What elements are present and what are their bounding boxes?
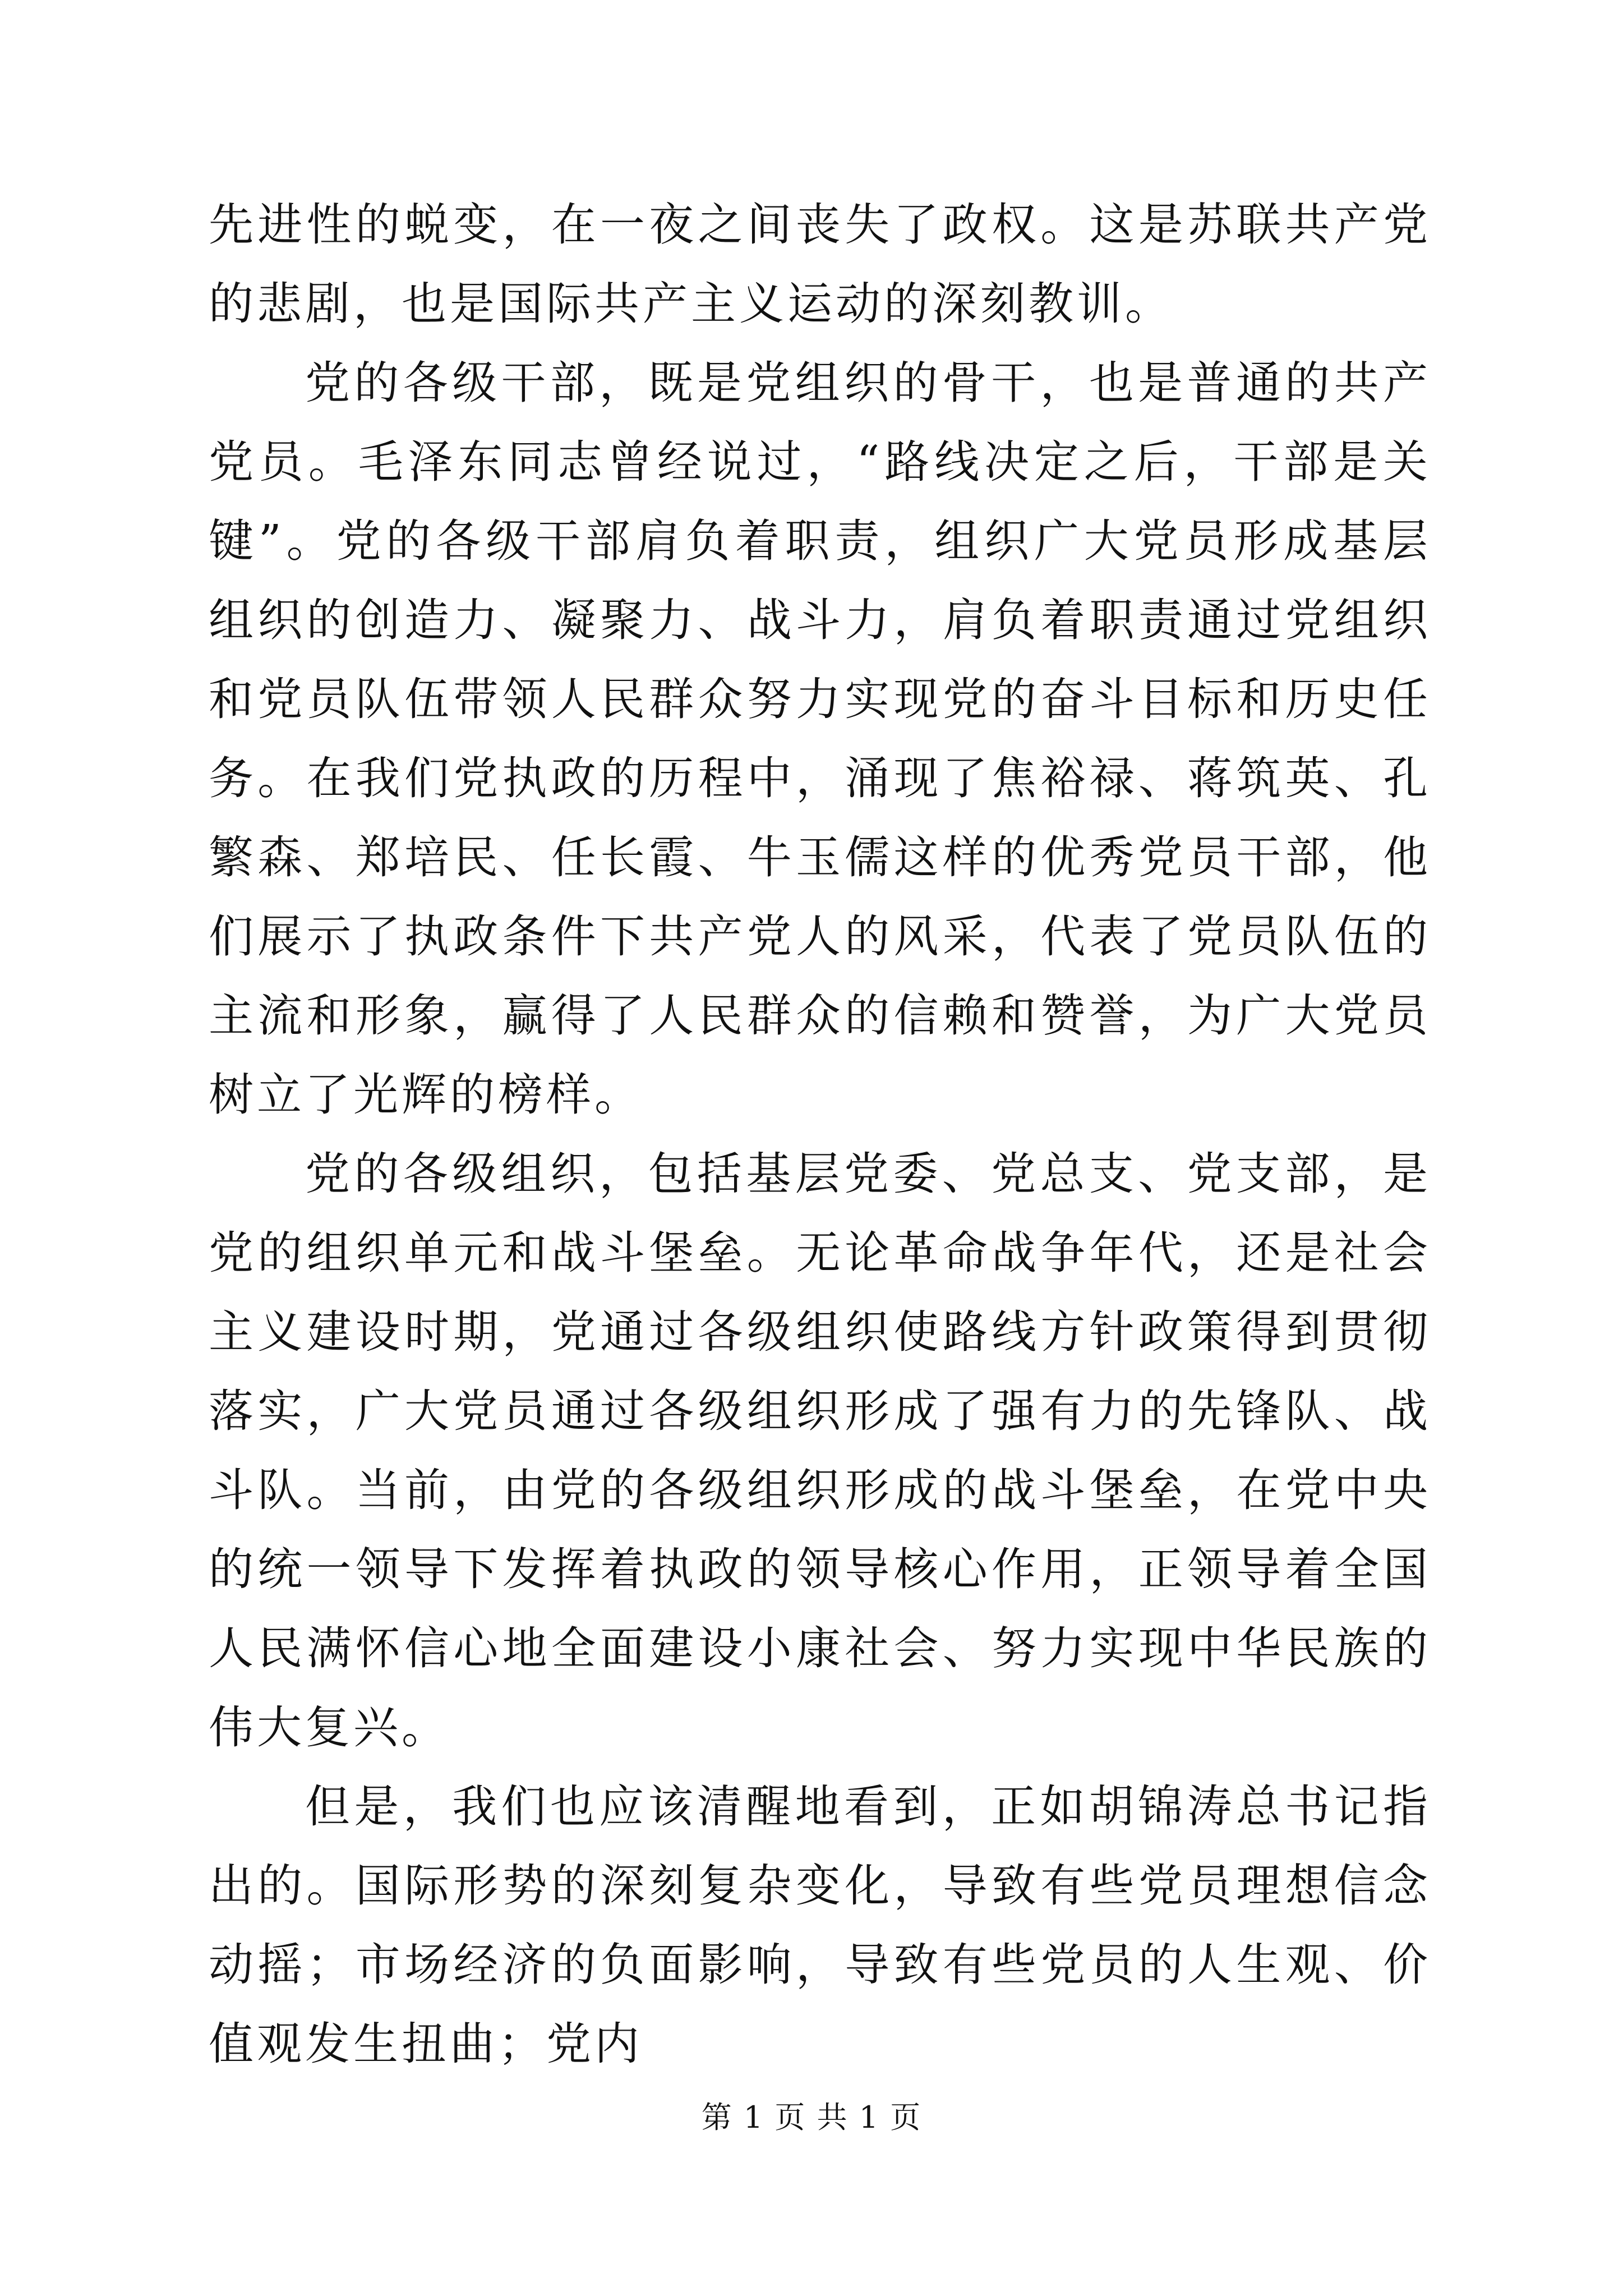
paragraph-2: 党的各级干部，既是党组织的骨干，也是普通的共产党员。毛泽东同志曾经说过，“路线决定之后，干部是关键”。党的各级干部肩负着职责，组织广大党员形成基层组织的创造力、凝聚力、战斗力，肩负着职责通过党组织和党员队伍带领人民群众努力实现党的奋斗目标和历史任务。在我们党执政的历程中，涌现了焦裕禄、蒋筑英、孔繁森、郑培民、任长霞、牛玉儒这样的优秀党员干部，他们展示了执政条件下共产党人的风采，代表了党员队伍的主流和形象，赢得了人民群众的信赖和赞誉，为广大党员树立了光辉的榜样。 [209,357,1431,1121]
document-body [209,185,1431,2083]
paragraph-3: 党的各级组织，包括基层党委、党总支、党支部，是党的组织单元和战斗堡垒。无论革命战争年代，还是社会主义建设时期，党通过各级组织使路线方针政策得到贯彻落实，广大党员通过各级组织形成了强有力的先锋队、战斗队。当前，由党的各级组织形成的战斗堡垒，在党中央的统一领导下发挥着执政的领导核心作用，正领导着全国人民满怀信心地全面建设小康社会、努力实现中华民族的伟大复兴。 [209,1148,1431,1754]
paragraph-4: 但是，我们也应该清醒地看到，正如胡锦涛总书记指出的。国际形势的深刻复杂变化，导致有些党员理想信念动摇；市场经济的负面影响，导致有些党员的人生观、价值观发生扭曲；党内 [209,1780,1431,2070]
paragraph-1: 先进性的蜕变，在一夜之间丧失了政权。这是苏联共产党的悲剧，也是国际共产主义运动的深刻教训。 [209,199,1431,330]
page-footer: 第 1 页 共 1 页 [701,2100,922,2135]
